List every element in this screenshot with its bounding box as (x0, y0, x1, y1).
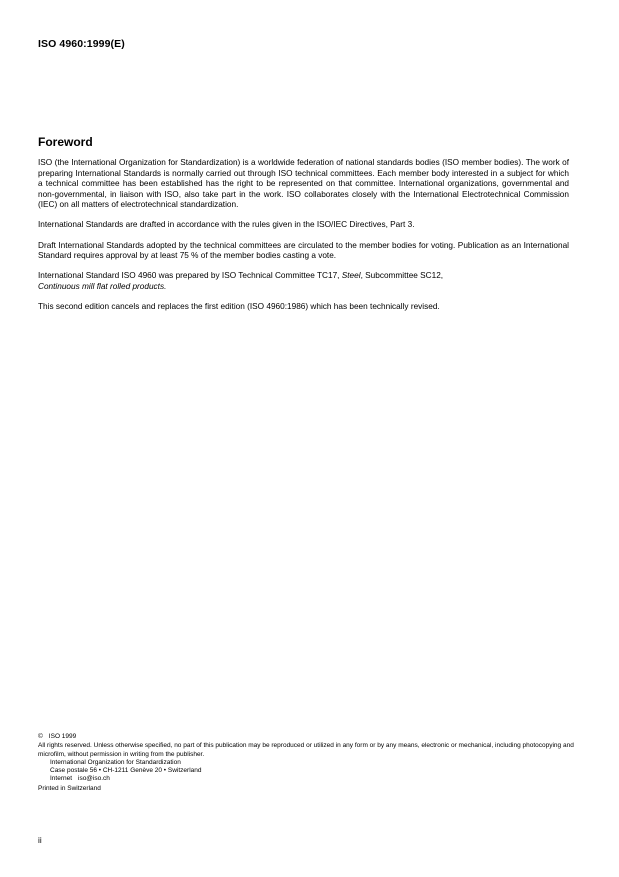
paragraph-committee (38, 271, 569, 292)
organization-name: International Organization for Standardization (50, 758, 181, 766)
foreword-heading: Foreword (38, 135, 93, 149)
rights-statement: All rights reserved. Unless otherwise specified, no part of this publication may be reproduced or utilized in any form or by any means, electronic or mechanical, including photocopying and microfilm, without permission in writing from the publisher. (38, 742, 574, 758)
copyright-icon: © (38, 733, 43, 740)
copyright-footer (38, 733, 578, 793)
internet-label: Internet (50, 775, 73, 783)
page-number: ii (38, 836, 42, 845)
copyright-line (38, 733, 578, 741)
printed-location: Printed in Switzerland (38, 784, 101, 792)
committee-text-a: International Standard ISO 4960 was prepared by ISO Technical Committee TC17, (38, 271, 342, 281)
paragraph-directives: International Standards are drafted in accordance with the rules given in the ISO/IEC Directives, Part 3. (38, 220, 415, 230)
committee-steel: Steel (341, 271, 361, 281)
subcommittee-title: Continuous mill flat rolled products. (38, 281, 167, 291)
foreword-body (38, 158, 569, 322)
internet-line (38, 775, 578, 783)
document-identifier: ISO 4960:1999(E) (38, 38, 125, 50)
internet-email: iso@iso.ch (78, 775, 110, 783)
copyright-text: ISO 1999 (48, 733, 77, 740)
paragraph-edition: This second edition cancels and replaces the first edition (ISO 4960:1986) which has been technically revised. (38, 301, 440, 311)
committee-text-b: , Subcommittee SC12, (360, 271, 444, 281)
paragraph-iso-description: ISO (the International Organization for Standardization) is a worldwide federation of national standards bodies (ISO member bodies). The work of preparing International Standards is normally carried out through ISO technical committees. Each member body interested in a subject for which a technical committee has been established has the right to be represented on that committee. International organizations, governmental and non-governmental, in liaison with ISO, also take part in the work. ISO collaborates closely with the International Electrotechnical Commission (IEC) on all matters of electrotechnical standardization. (38, 158, 569, 210)
paragraph-voting: Draft International Standards adopted by the technical committees are circulated to the member bodies for voting. Publication as an International Standard requires approval by at least 75 % of the member bodies casting a vote. (38, 240, 569, 261)
organization-address: Case postale 56 • CH-1211 Genève 20 • Switzerland (50, 767, 202, 775)
